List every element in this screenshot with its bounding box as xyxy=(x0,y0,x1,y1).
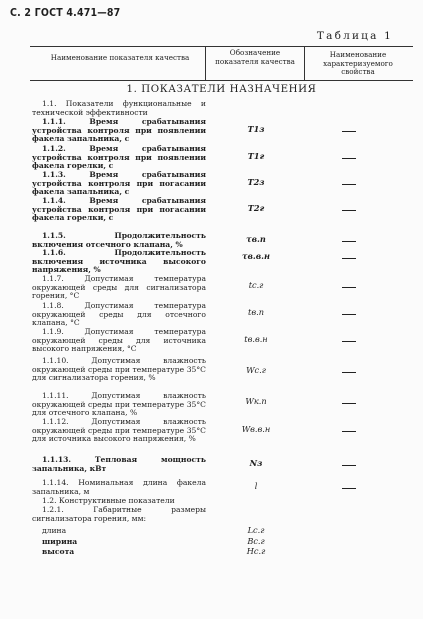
dash-mark xyxy=(342,287,356,288)
indicator-row-text: 1.1.9. Допустимая температура окружающей среды для источника высокого напряжения, °С xyxy=(32,327,206,354)
dimension-symbol: Bс.г xyxy=(247,536,265,546)
indicator-row-text: 1.2. Конструктивные показатели xyxy=(42,496,175,505)
indicator-symbol: tв.в.н xyxy=(244,334,268,344)
indicator-symbol: τв.п xyxy=(246,234,266,244)
indicator-row-text: 1.1.2. Время срабатывания устройства контроля при появлении факела горелки, с xyxy=(32,144,206,171)
indicator-symbol: T1г xyxy=(247,151,265,161)
column-divider-2 xyxy=(304,46,305,80)
indicator-symbol: tс.г xyxy=(248,280,264,290)
dash-mark xyxy=(342,131,356,132)
indicator-symbol: Wк.п xyxy=(245,396,267,406)
indicator-symbol: Nз xyxy=(249,458,263,468)
indicator-row-text: 1.1.6. Продолжительность включения источника высокого напряжения, % xyxy=(32,248,206,275)
column-header-designation: Обозначение показателя качества xyxy=(215,48,295,66)
indicator-row-text: 1.1.3. Время срабатывания устройства контроля при погасании факела запальника, с xyxy=(32,170,206,197)
dash-mark xyxy=(342,184,356,185)
indicator-symbol: tв.п xyxy=(248,307,264,317)
indicator-row-text: 1.1.14. Номинальная длина факела запальника, м xyxy=(32,478,206,496)
dash-mark xyxy=(342,465,356,466)
indicator-row-text: 1.1.12. Допустимая влажность окружающей среды при температуре 35°С для источника высокого напряжения, % xyxy=(32,417,206,444)
indicator-row-text: 1.1.5. Продолжительность включения отсечного клапана, % xyxy=(32,231,206,249)
dimension-symbol: Hс.г xyxy=(246,546,266,556)
indicator-row-text: 1.1.11. Допустимая влажность окружающей среды при температуре 35°С для отсечного клапана, % xyxy=(32,391,206,418)
dash-mark xyxy=(342,210,356,211)
dash-mark xyxy=(342,488,356,489)
dash-mark xyxy=(342,341,356,342)
indicator-symbol: T2з xyxy=(247,177,265,187)
indicator-row-text: 1.1.1. Время срабатывания устройства контроля при появлении факела запальника, с xyxy=(32,117,206,144)
section-title: 1. ПОКАЗАТЕЛИ НАЗНАЧЕНИЯ xyxy=(126,84,317,95)
indicator-row-text: 1.1.10. Допустимая влажность окружающей среды при температуре 35°С для сигнализатора горения, % xyxy=(32,356,206,383)
indicator-symbol: Wв.в.н xyxy=(241,424,271,434)
indicator-row-text: 1.1.7. Допустимая температура окружающей среды для сигнализатора горения, °С xyxy=(32,274,206,301)
column-divider-1 xyxy=(205,46,206,80)
table-header-rule xyxy=(30,80,413,81)
indicator-symbol: T1з xyxy=(247,124,265,134)
dimension-symbol: Lс.г xyxy=(247,525,265,535)
column-header-characteristic: Наименование характеризуемого свойства xyxy=(323,50,393,77)
indicator-row-text: 1.1.8. Допустимая температура окружающей среды для отсечного клапана, °С xyxy=(32,301,206,328)
indicator-row-text: 1.1. Показатели функциональные и технической эффективности xyxy=(32,99,206,117)
indicator-symbol: T2г xyxy=(247,203,265,213)
indicator-symbol: τв.в.н xyxy=(242,251,270,261)
dash-mark xyxy=(342,431,356,432)
indicator-row-text: 1.1.4. Время срабатывания устройства контроля при погасании факела горелки, с xyxy=(32,196,206,223)
dash-mark xyxy=(342,241,356,242)
dash-mark xyxy=(342,372,356,373)
dash-mark xyxy=(342,314,356,315)
dimension-label: ширина xyxy=(42,537,78,546)
indicator-row-text: 1.1.13. Тепловая мощность запальника, кВт xyxy=(32,455,206,473)
dash-mark xyxy=(342,158,356,159)
dimension-label: высота xyxy=(42,547,75,556)
table-label: Таблица 1 xyxy=(316,30,393,42)
column-header-name: Наименование показателя качества xyxy=(50,53,190,62)
dash-mark xyxy=(342,258,356,259)
indicator-symbol: Wс.г xyxy=(246,365,266,375)
indicator-row-text: 1.2.1. Габаритные размеры сигнализатора горения, мм: xyxy=(32,505,206,523)
page-header: С. 2 ГОСТ 4.471—87 xyxy=(10,7,121,19)
dimension-label: длина xyxy=(42,526,67,535)
indicator-symbol: l xyxy=(254,481,258,491)
dash-mark xyxy=(342,403,356,404)
table-top-rule xyxy=(30,46,413,47)
